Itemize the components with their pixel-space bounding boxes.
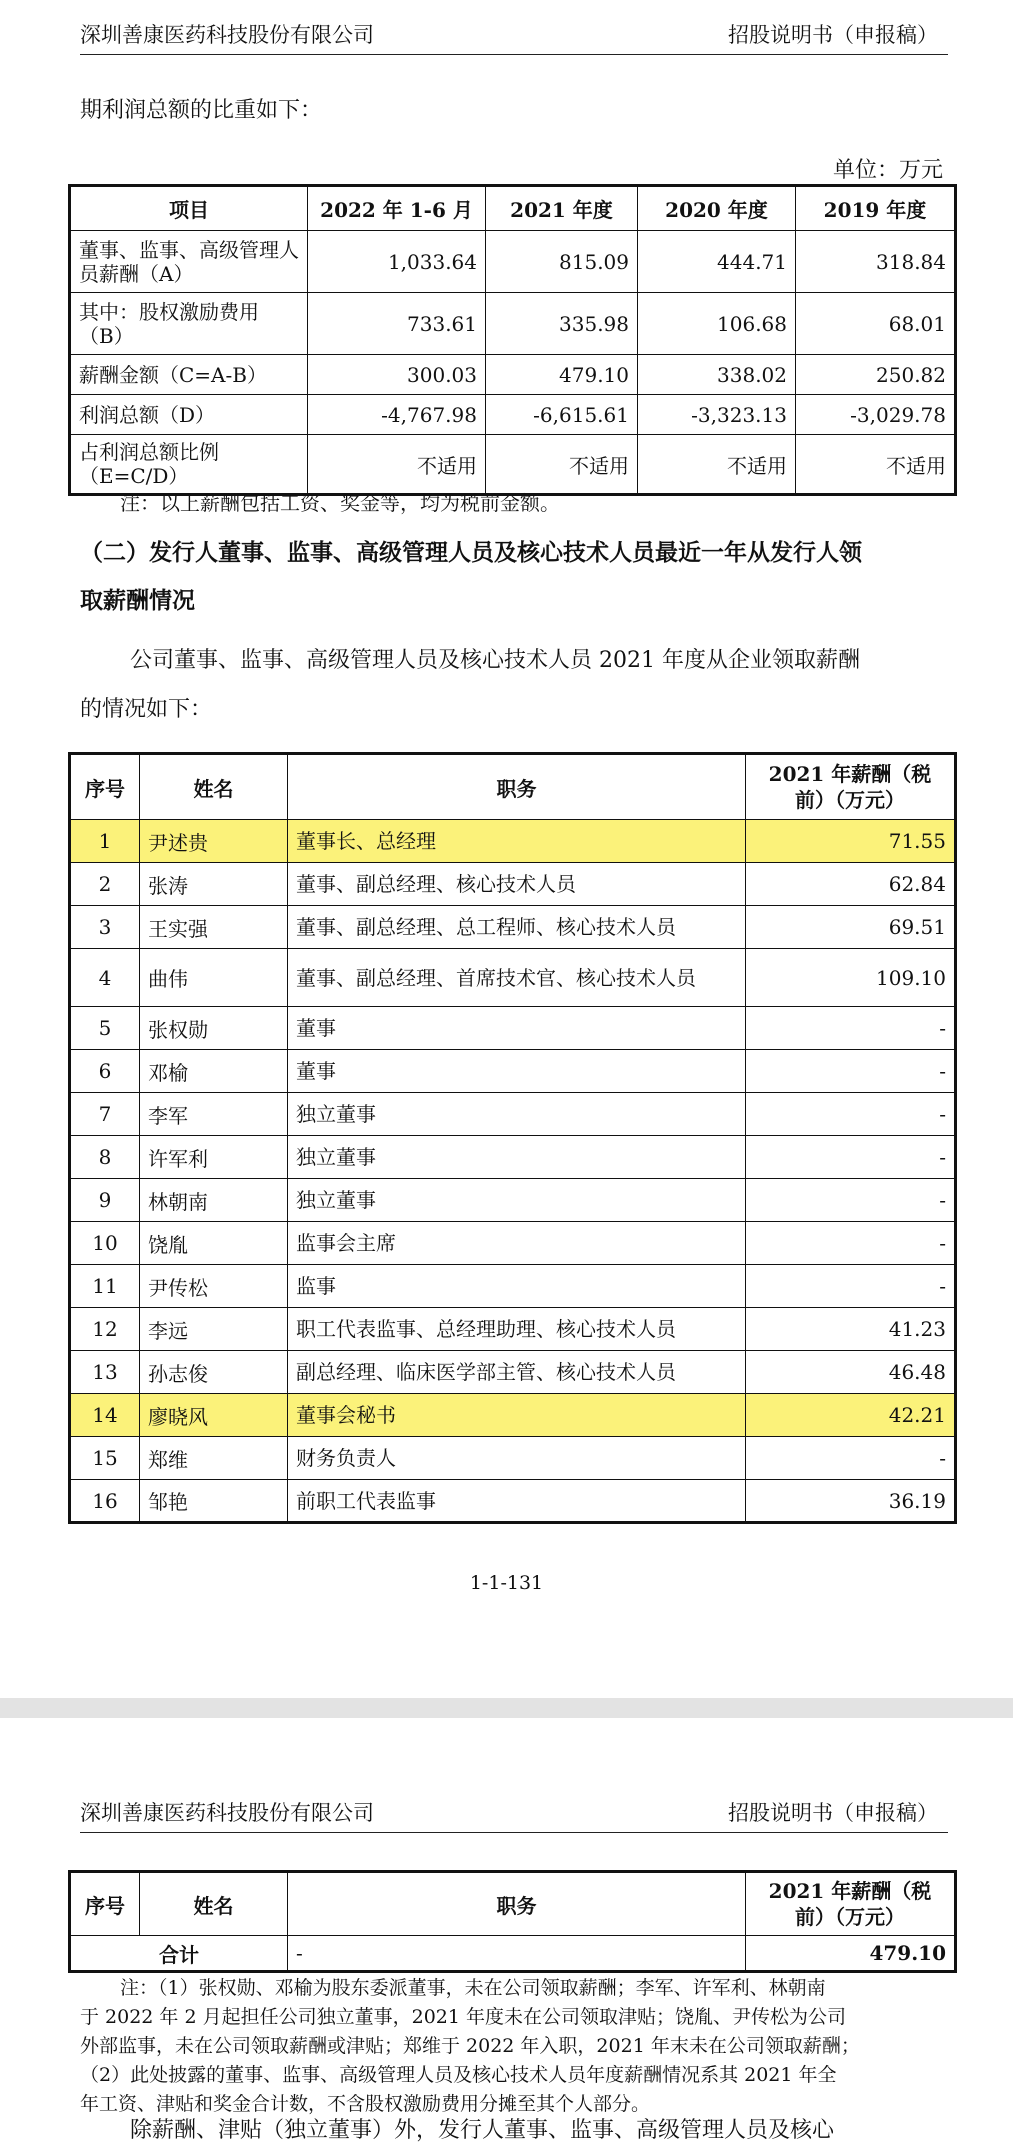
serial-number: 8 xyxy=(70,1136,140,1179)
table-row xyxy=(70,1136,956,1179)
position: 董事、副总经理、总工程师、核心技术人员 xyxy=(288,906,746,949)
row-label: 董事、监事、高级管理人员薪酬（A） xyxy=(70,231,308,293)
table-row xyxy=(70,906,956,949)
paragraph-line-2: 的情况如下： xyxy=(80,697,213,722)
serial-number: 2 xyxy=(70,863,140,906)
table-row xyxy=(70,1351,956,1394)
person-name: 邓榆 xyxy=(140,1050,288,1093)
section-title-line-1: （二）发行人董事、监事、高级管理人员及核心技术人员最近一年从发行人领 xyxy=(80,539,862,566)
cell-value: 318.84 xyxy=(796,231,956,293)
cell-value: -3,029.78 xyxy=(796,395,956,435)
position: 前职工代表监事 xyxy=(288,1480,746,1523)
table-note: 注：以上薪酬包括工资、奖金等，均为税前金额。 xyxy=(120,491,560,515)
serial-number: 10 xyxy=(70,1222,140,1265)
table-row xyxy=(70,820,956,863)
position: 独立董事 xyxy=(288,1136,746,1179)
cell-value: 不适用 xyxy=(638,435,796,495)
position: 副总经理、临床医学部主管、核心技术人员 xyxy=(288,1351,746,1394)
salary-value: 42.21 xyxy=(746,1394,956,1437)
table-total-row xyxy=(70,1936,956,1972)
table-header-row xyxy=(70,186,956,231)
footnote-line: 年工资、津贴和奖金合计数，不含股权激励费用分摊至其个人部分。 xyxy=(80,2093,651,2115)
position: 董事、副总经理、首席技术官、核心技术人员 xyxy=(288,949,746,1007)
footnote-line: 注：（1）张权勋、邓榆为股东委派董事，未在公司领取薪酬；李军、许军利、林朝南 xyxy=(120,1977,826,1999)
header-company: 深圳善康医药科技股份有限公司 xyxy=(80,23,374,47)
row-label: 其中：股权激励费用（B） xyxy=(70,293,308,355)
cell-value: 733.61 xyxy=(308,293,486,355)
person-name: 张权勋 xyxy=(140,1007,288,1050)
person-name: 李远 xyxy=(140,1308,288,1351)
serial-number: 9 xyxy=(70,1179,140,1222)
total-label: 合计 xyxy=(70,1936,288,1972)
column-header: 2021 年度 xyxy=(486,186,638,231)
salary-value: - xyxy=(746,1050,956,1093)
cell-value: 444.71 xyxy=(638,231,796,293)
column-header: 2022 年 1-6 月 xyxy=(308,186,486,231)
cell-value: 479.10 xyxy=(486,355,638,395)
header-doc-title: 招股说明书（申报稿） xyxy=(728,23,938,47)
table-header-row xyxy=(70,1872,956,1936)
position: 董事 xyxy=(288,1050,746,1093)
footnote-line: 外部监事，未在公司领取薪酬或津贴；郑维于 2022 年入职，2021 年末未在公司领取薪酬； xyxy=(80,2035,860,2057)
table-row xyxy=(70,1394,956,1437)
cell-value: 不适用 xyxy=(486,435,638,495)
position: 职工代表监事、总经理助理、核心技术人员 xyxy=(288,1308,746,1351)
serial-number: 13 xyxy=(70,1351,140,1394)
table-row xyxy=(70,1050,956,1093)
person-name: 许军利 xyxy=(140,1136,288,1179)
salary-ratio-table xyxy=(68,184,957,496)
column-header: 姓名 xyxy=(140,1872,288,1936)
table-row xyxy=(70,1308,956,1351)
position: 监事 xyxy=(288,1265,746,1308)
position: 董事会秘书 xyxy=(288,1394,746,1437)
unit-label: 单位：万元 xyxy=(832,158,943,183)
salary-value: - xyxy=(746,1093,956,1136)
person-name: 王实强 xyxy=(140,906,288,949)
footnotes xyxy=(80,1974,950,2119)
table-row xyxy=(70,355,956,395)
salary-value: - xyxy=(746,1136,956,1179)
position: 独立董事 xyxy=(288,1179,746,1222)
table-row xyxy=(70,293,956,355)
cell-value: 815.09 xyxy=(486,231,638,293)
column-header: 2019 年度 xyxy=(796,186,956,231)
row-label: 占利润总额比例（E=C/D） xyxy=(70,435,308,495)
table-row xyxy=(70,231,956,293)
table-row xyxy=(70,1480,956,1523)
salary-value: 69.51 xyxy=(746,906,956,949)
person-name: 邹艳 xyxy=(140,1480,288,1523)
column-header: 项目 xyxy=(70,186,308,231)
salary-value: - xyxy=(746,1265,956,1308)
column-header: 职务 xyxy=(288,754,746,820)
salary-value: - xyxy=(746,1437,956,1480)
salary-value: 41.23 xyxy=(746,1308,956,1351)
position: 董事、副总经理、核心技术人员 xyxy=(288,863,746,906)
column-header: 2021 年薪酬（税前）（万元） xyxy=(746,754,956,820)
table-row xyxy=(70,949,956,1007)
intro-text: 期利润总额的比重如下： xyxy=(80,98,323,123)
cell-value: 338.02 xyxy=(638,355,796,395)
page-header xyxy=(80,20,948,55)
serial-number: 14 xyxy=(70,1394,140,1437)
cell-value: 250.82 xyxy=(796,355,956,395)
cut-off-paragraph: 除薪酬、津贴（独立董事）外，发行人董事、监事、高级管理人员及核心 xyxy=(130,2118,835,2143)
cell-value: 335.98 xyxy=(486,293,638,355)
cell-value: 不适用 xyxy=(796,435,956,495)
salary-value: - xyxy=(746,1007,956,1050)
serial-number: 1 xyxy=(70,820,140,863)
position: 独立董事 xyxy=(288,1093,746,1136)
serial-number: 11 xyxy=(70,1265,140,1308)
serial-number: 4 xyxy=(70,949,140,1007)
cell-value: 106.68 xyxy=(638,293,796,355)
row-label: 利润总额（D） xyxy=(70,395,308,435)
person-name: 郑维 xyxy=(140,1437,288,1480)
cell-value: 300.03 xyxy=(308,355,486,395)
serial-number: 6 xyxy=(70,1050,140,1093)
person-name: 曲伟 xyxy=(140,949,288,1007)
header-company: 深圳善康医药科技股份有限公司 xyxy=(80,1801,374,1825)
salary-value: - xyxy=(746,1222,956,1265)
table-row xyxy=(70,1179,956,1222)
page-separator xyxy=(0,1698,1013,1718)
column-header: 姓名 xyxy=(140,754,288,820)
table-row xyxy=(70,1007,956,1050)
person-name: 林朝南 xyxy=(140,1179,288,1222)
cell-value: -3,323.13 xyxy=(638,395,796,435)
row-label: 薪酬金额（C=A-B） xyxy=(70,355,308,395)
position: 财务负责人 xyxy=(288,1437,746,1480)
column-header: 序号 xyxy=(70,754,140,820)
compensation-table-continued xyxy=(68,1870,957,1973)
column-header: 序号 xyxy=(70,1872,140,1936)
table-row xyxy=(70,863,956,906)
compensation-table xyxy=(68,752,957,1524)
serial-number: 16 xyxy=(70,1480,140,1523)
table-row xyxy=(70,1093,956,1136)
total-pay: 479.10 xyxy=(746,1936,956,1972)
column-header: 职务 xyxy=(288,1872,746,1936)
cell-value: -6,615.61 xyxy=(486,395,638,435)
cell-value: 68.01 xyxy=(796,293,956,355)
footnote-line: （2）此处披露的董事、监事、高级管理人员及核心技术人员年度薪酬情况系其 2021 年全 xyxy=(80,2064,837,2086)
column-header: 2020 年度 xyxy=(638,186,796,231)
document-page-2 xyxy=(0,1718,1013,2146)
salary-value: 62.84 xyxy=(746,863,956,906)
serial-number: 15 xyxy=(70,1437,140,1480)
person-name: 尹传松 xyxy=(140,1265,288,1308)
table-row xyxy=(70,1265,956,1308)
paragraph-line-1: 公司董事、监事、高级管理人员及核心技术人员 2021 年度从企业领取薪酬 xyxy=(130,648,860,673)
header-doc-title: 招股说明书（申报稿） xyxy=(728,1801,938,1825)
page-header xyxy=(80,1798,948,1833)
serial-number: 12 xyxy=(70,1308,140,1351)
table-header-row xyxy=(70,754,956,820)
cell-value: 1,033.64 xyxy=(308,231,486,293)
serial-number: 7 xyxy=(70,1093,140,1136)
person-name: 张涛 xyxy=(140,863,288,906)
person-name: 李军 xyxy=(140,1093,288,1136)
salary-value: 71.55 xyxy=(746,820,956,863)
cell-value: -4,767.98 xyxy=(308,395,486,435)
salary-value: 46.48 xyxy=(746,1351,956,1394)
salary-value: - xyxy=(746,1179,956,1222)
position: 监事会主席 xyxy=(288,1222,746,1265)
table-row xyxy=(70,395,956,435)
section-title-line-2: 取薪酬情况 xyxy=(80,587,195,614)
cell-value: 不适用 xyxy=(308,435,486,495)
salary-value: 109.10 xyxy=(746,949,956,1007)
person-name: 廖晓风 xyxy=(140,1394,288,1437)
position: 董事 xyxy=(288,1007,746,1050)
serial-number: 3 xyxy=(70,906,140,949)
serial-number: 5 xyxy=(70,1007,140,1050)
footnote-line: 于 2022 年 2 月起担任公司独立董事，2021 年度未在公司领取津贴；饶胤、尹传松为公司 xyxy=(80,2006,846,2028)
person-name: 尹述贵 xyxy=(140,820,288,863)
position: 董事长、总经理 xyxy=(288,820,746,863)
table-row xyxy=(70,1437,956,1480)
total-role: - xyxy=(288,1936,746,1972)
page-number: 1-1-131 xyxy=(469,1572,544,1594)
salary-value: 36.19 xyxy=(746,1480,956,1523)
column-header: 2021 年薪酬（税前）（万元） xyxy=(746,1872,956,1936)
table-row xyxy=(70,1222,956,1265)
person-name: 孙志俊 xyxy=(140,1351,288,1394)
person-name: 饶胤 xyxy=(140,1222,288,1265)
